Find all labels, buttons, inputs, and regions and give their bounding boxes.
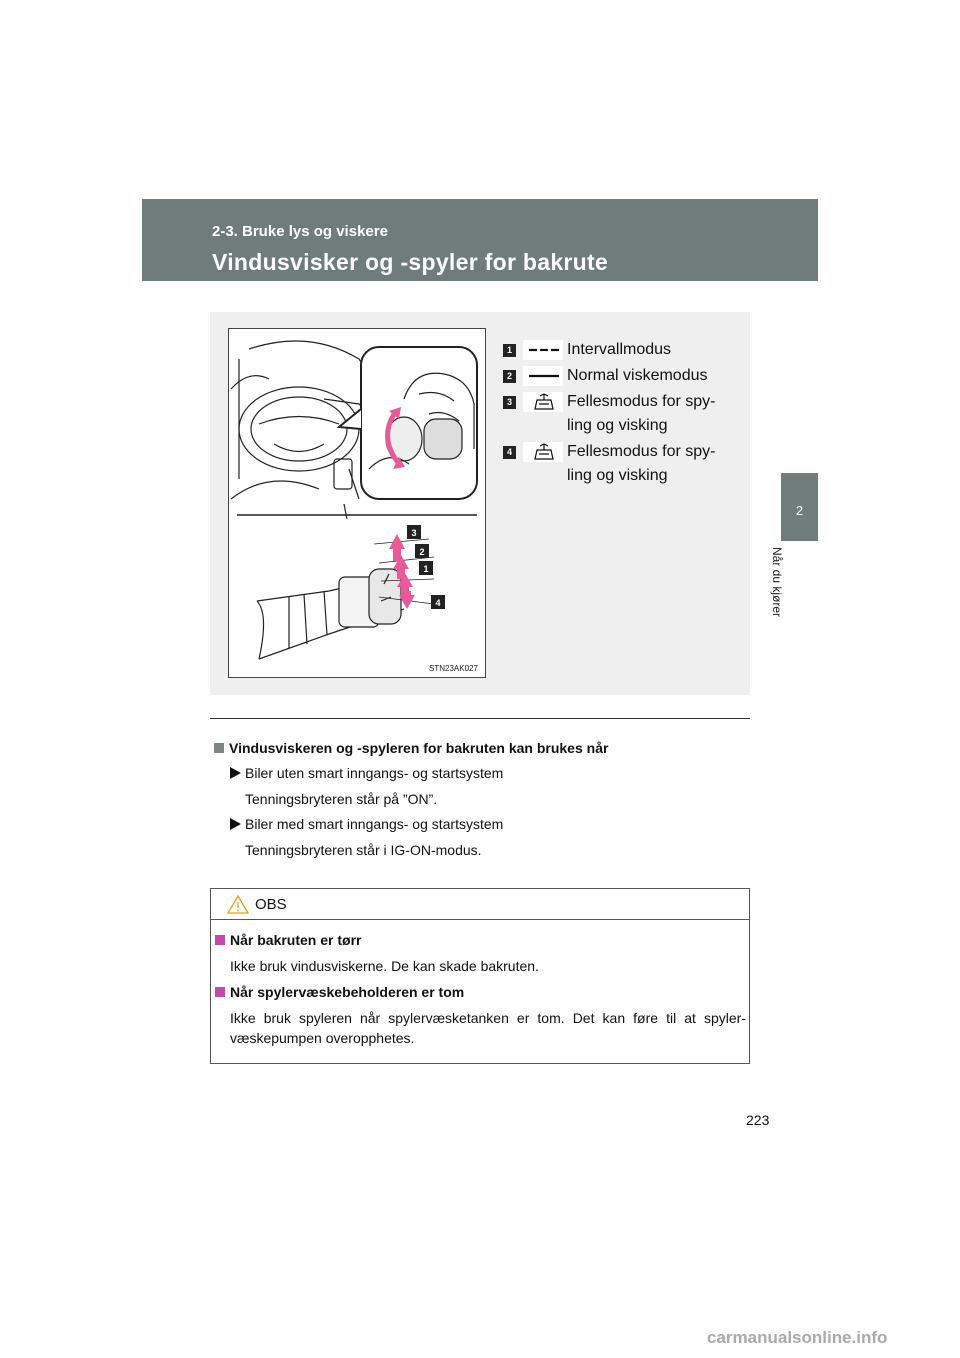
callout-1-label: 1 xyxy=(423,564,429,574)
section-divider xyxy=(210,718,750,719)
chapter-label: Når du kjører xyxy=(770,547,784,618)
square-bullet-icon xyxy=(215,987,225,997)
legend-text-2: Normal viskemodus xyxy=(567,367,708,384)
square-bullet-icon xyxy=(215,935,225,945)
solid-line-icon xyxy=(523,366,563,386)
figure-panel xyxy=(210,312,750,695)
body-heading: Vindusviskeren og -spyleren for bakruten kan brukes når xyxy=(214,740,608,756)
legend-item-1 xyxy=(501,338,746,362)
caution-title: OBS xyxy=(255,896,287,913)
legend-text-3: Fellesmodus for spy-ling og visking xyxy=(567,393,716,434)
page-number: 223 xyxy=(746,1112,770,1128)
legend-item-3 xyxy=(501,390,746,438)
wiper-diagram xyxy=(229,329,485,677)
legend-item-2 xyxy=(501,364,746,388)
legend-text-1: Intervallmodus xyxy=(567,341,672,358)
washer-icon xyxy=(523,442,563,462)
watermark: carmanualsonline.info xyxy=(707,1328,888,1347)
wiper-illustration xyxy=(228,328,486,678)
callout-2-label: 2 xyxy=(419,547,425,557)
legend-badge-1: 1 xyxy=(503,344,516,357)
chapter-number: 2 xyxy=(795,503,804,518)
legend-badge-3: 3 xyxy=(503,396,516,409)
square-bullet-icon xyxy=(214,743,224,753)
chapter-tab-label xyxy=(772,547,822,637)
section-label: 2-3. Bruke lys og viskere xyxy=(212,223,388,240)
figure-code: STN23AK027 xyxy=(429,664,478,673)
dashed-line-icon xyxy=(523,340,563,360)
callout-4-label: 4 xyxy=(435,598,441,608)
legend-badge-2: 2 xyxy=(503,370,516,383)
caution-header xyxy=(211,889,749,920)
chapter-header xyxy=(142,199,818,281)
legend-badge-4: 4 xyxy=(503,446,516,459)
body-item-2: Biler med smart inngangs- og startsystem xyxy=(230,816,503,832)
triangle-bullet-icon xyxy=(230,767,241,779)
legend-text-4: Fellesmodus for spy-ling og visking xyxy=(567,443,716,484)
callout-3-label: 3 xyxy=(411,528,417,538)
caution-text-2: Ikke bruk spyleren når spylervæsketanken er tom. Det kan føre til at spyler-væskepumpen overopphetes. xyxy=(230,1010,746,1046)
caution-text-1: Ikke bruk vindusviskerne. De kan skade bakruten. xyxy=(230,958,539,974)
caution-heading-2: Når spylervæskebeholderen er tom xyxy=(215,982,464,1002)
caution-heading-1: Når bakruten er tørr xyxy=(215,930,361,950)
legend-item-4 xyxy=(501,440,746,488)
body-item-2-detail: Tenningsbryteren står i IG-ON-modus. xyxy=(245,842,482,858)
triangle-bullet-icon xyxy=(230,818,241,830)
caution-box xyxy=(210,888,750,1064)
warning-triangle-icon xyxy=(227,894,249,914)
body-item-1-detail: Tenningsbryteren står på ”ON”. xyxy=(245,791,438,807)
washer-icon xyxy=(523,392,563,412)
page-title: Vindusvisker og -spyler for bakrute xyxy=(212,249,609,275)
body-item-1: Biler uten smart inngangs- og startsystem xyxy=(230,765,503,781)
chapter-tab xyxy=(781,473,818,541)
